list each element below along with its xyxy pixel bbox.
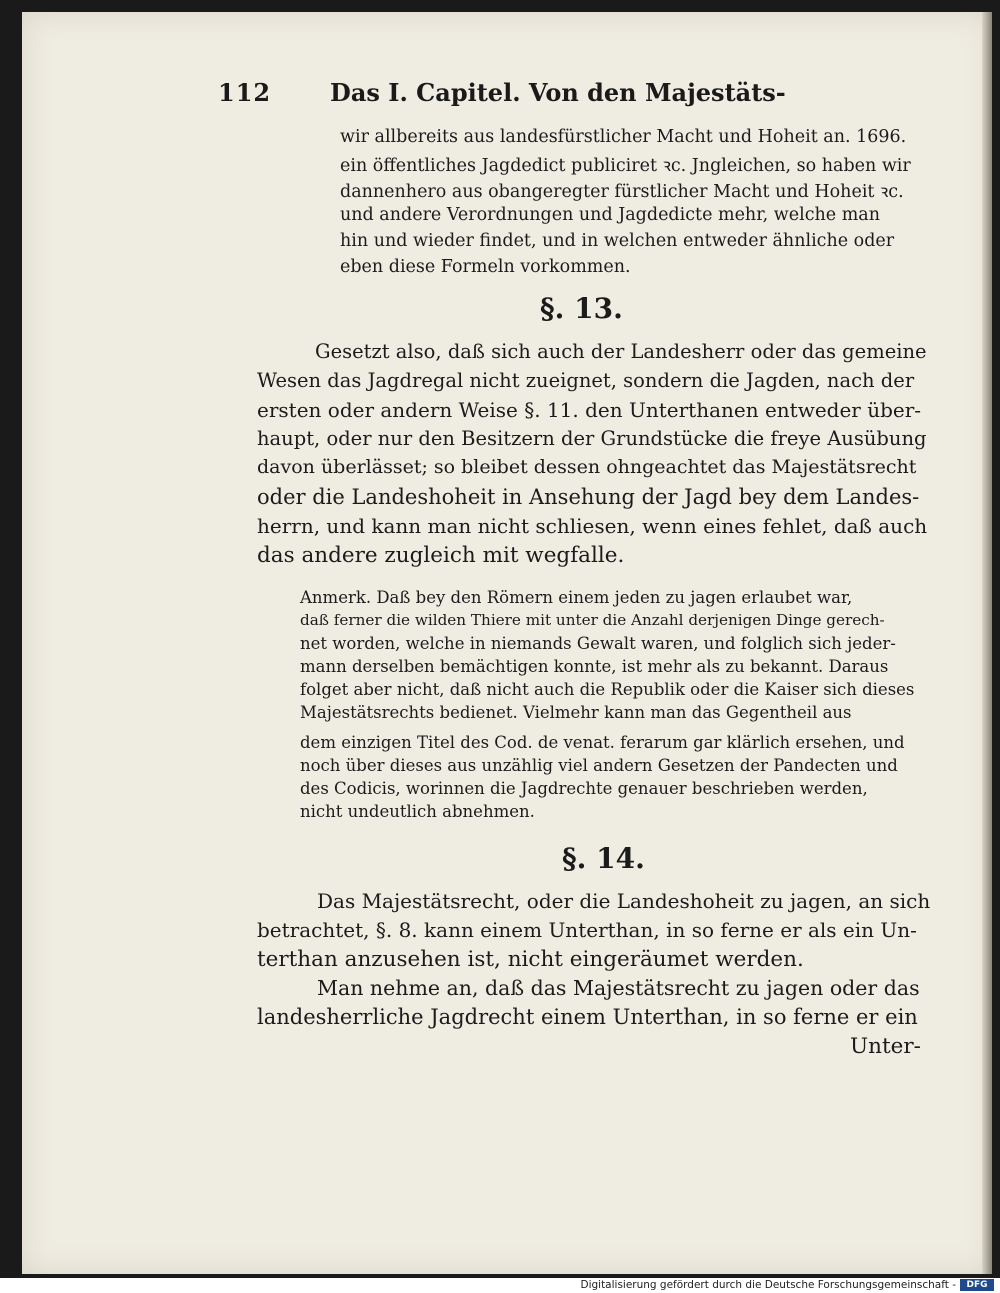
text-line: Wesen das Jagdregal nicht zueignet, sondern die Jagden, nach der (257, 369, 915, 392)
dfg-logo: DFG (960, 1279, 994, 1291)
note-line: net worden, welche in niemands Gewalt waren, und folglich sich jeder- (300, 634, 896, 653)
text-line: das andere zugleich mit wegfalle. (257, 543, 625, 568)
text-line: ersten oder andern Weise §. 11. den Unterthanen entweder über- (257, 398, 922, 422)
text-line: eben diese Formeln vorkommen. (340, 257, 631, 277)
section-heading-14: §. 14. (562, 842, 645, 875)
text-line: herrn, und kann man nicht schliesen, wenn eines fehlet, daß auch (257, 514, 928, 538)
text-line: haupt, oder nur den Besitzern der Grundstücke die freye Ausübung (257, 427, 927, 450)
text-line: landesherrliche Jagdrecht einem Unterthan, in so ferne er ein (257, 1005, 918, 1029)
text-line: davon überlässet; so bleibet dessen ohngeachtet das Majestätsrecht (257, 456, 917, 478)
text-line: Gesetzt also, daß sich auch der Landesherr oder das gemeine (315, 340, 927, 363)
text-line: Das Majestätsrecht, oder die Landeshoheit zu jagen, an sich (317, 889, 931, 913)
note-line: des Codicis, worinnen die Jagdrechte genauer beschrieben werden, (300, 779, 868, 798)
footer-bar (0, 1278, 1000, 1293)
note-line: dem einzigen Titel des Cod. de venat. ferarum gar klärlich ersehen, und (300, 733, 905, 752)
text-line: und andere Verordnungen und Jagdedicte mehr, welche man (340, 205, 880, 225)
running-head: Das I. Capitel. Von den Majestäts- (330, 78, 786, 107)
note-line: daß ferner die wilden Thiere mit unter die Anzahl derjenigen Dinge gerech- (300, 611, 885, 629)
note-line: nicht undeutlich abnehmen. (300, 802, 535, 821)
text-line: dannenhero aus obangeregter fürstlicher Macht und Hoheit ꝛc. (340, 182, 904, 202)
section-heading-13: §. 13. (540, 292, 623, 325)
note-line: mann derselben bemächtigen konnte, ist mehr als zu bekannt. Daraus (300, 657, 889, 676)
note-line: Anmerk. Daß bey den Römern einem jeden zu jagen erlaubet war, (300, 588, 853, 607)
text-line: terthan anzusehen ist, nicht eingeräumet werden. (257, 947, 804, 972)
note-line: noch über dieses aus unzählig viel andern Gesetzen der Pandecten und (300, 756, 898, 775)
text-line: Man nehme an, daß das Majestätsrecht zu jagen oder das (317, 976, 920, 1000)
note-line: folget aber nicht, daß nicht auch die Republik oder die Kaiser sich dieses (300, 680, 915, 699)
page-edge (982, 12, 992, 1274)
text-line: wir allbereits aus landesfürstlicher Macht und Hoheit an. 1696. (340, 127, 907, 147)
catchword: Unter- (850, 1034, 921, 1059)
text-line: betrachtet, §. 8. kann einem Unterthan, in so ferne er als ein Un- (257, 918, 917, 942)
page-number: 112 (218, 78, 272, 107)
text-line: hin und wieder findet, und in welchen entweder ähnliche oder (340, 231, 895, 251)
page-header (218, 78, 798, 114)
footer-credit: Digitalisierung gefördert durch die Deutsche Forschungsgemeinschaft - (580, 1279, 956, 1291)
text-line: ein öffentliches Jagdedict publiciret ꝛc. Jngleichen, so haben wir (340, 156, 911, 176)
note-line: Majestätsrechts bedienet. Vielmehr kann man das Gegentheil aus (300, 703, 852, 722)
text-line: oder die Landeshoheit in Ansehung der Jagd bey dem Landes- (257, 485, 920, 509)
